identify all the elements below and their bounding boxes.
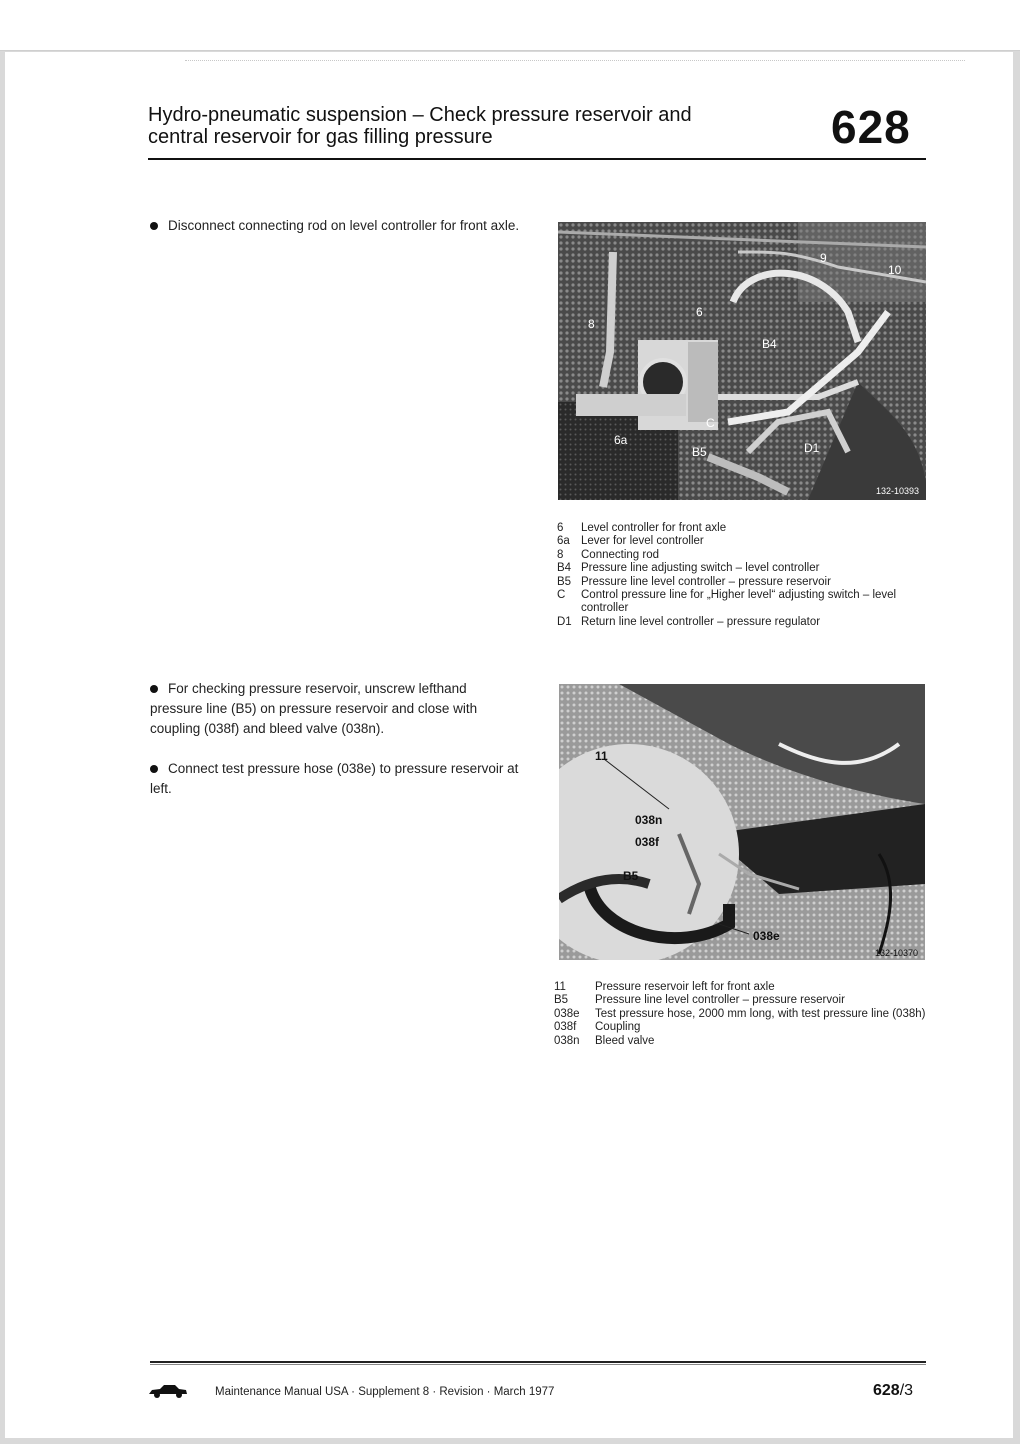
- photo1-callout: 6: [696, 305, 703, 319]
- photo2-callout: 11: [595, 749, 608, 763]
- legend-row: [557, 522, 927, 535]
- photo1-ref: 132-10393: [876, 486, 920, 496]
- legend-text: Pressure line level controller – pressure reservoir: [595, 994, 845, 1007]
- legend-text: Lever for level controller: [581, 535, 704, 548]
- instruction-text: Disconnect connecting rod on level controller for front axle.: [168, 218, 520, 233]
- legend-row: [554, 1035, 925, 1048]
- page-title: [148, 104, 788, 148]
- legend-key: D1: [557, 615, 572, 628]
- legend-row: [554, 1021, 925, 1034]
- legend-key: C: [557, 589, 566, 602]
- legend-key: B5: [557, 575, 572, 588]
- photo1-callout: B4: [762, 337, 777, 351]
- instruction-text: Connect test pressure hose (038e) to pressure reservoir at left.: [150, 761, 519, 796]
- legend-text: Bleed valve: [595, 1034, 655, 1047]
- viewer-toolbar: [0, 0, 1020, 51]
- photo2-callout: 038n: [635, 813, 663, 827]
- legend-text: Return line level controller – pressure regulator: [581, 615, 821, 628]
- legend-row: [557, 535, 927, 548]
- instruction-item: [150, 216, 520, 236]
- photo1-callout: B5: [692, 445, 707, 459]
- legend-text: Test pressure hose, 2000 mm long, with test pressure line (038h): [595, 1007, 926, 1020]
- legend-key: 038n: [554, 1034, 580, 1047]
- photo2-ref: 132-10370: [875, 948, 919, 958]
- legend-row: [557, 589, 927, 616]
- legend-key: 038e: [554, 1007, 580, 1020]
- photo1-callout: 6a: [614, 433, 628, 447]
- photo1-callout: 9: [820, 251, 827, 265]
- header-rule: [148, 158, 926, 160]
- legend-key: 8: [557, 548, 564, 561]
- title-line-2: central reservoir for gas filling pressure: [148, 126, 493, 148]
- scan-artifact-line: [185, 60, 965, 61]
- photo2-callout: 038e: [753, 929, 780, 943]
- document-page: [5, 52, 1013, 1438]
- legend-row: [554, 994, 925, 1007]
- car-logo-icon: [148, 1384, 188, 1398]
- section2-instructions: [150, 679, 520, 819]
- footer-rule-thin: [150, 1364, 926, 1365]
- instruction-item: [150, 759, 520, 799]
- photo-level-controller: [558, 222, 926, 500]
- photo-pressure-reservoir: [559, 684, 925, 960]
- title-line-1: Hydro-pneumatic suspension – Check pressure reservoir and: [148, 104, 692, 126]
- footer-page-number: [873, 1382, 913, 1400]
- legend-key: B4: [557, 562, 572, 575]
- legend-text: Control pressure line for „Higher level“ adjusting switch – level controller: [581, 589, 897, 615]
- footer-page-main: 628: [873, 1382, 900, 1399]
- legend-key: 038f: [554, 1021, 577, 1034]
- footer-publication: Maintenance Manual USA · Supplement 8 · Revision · March 1977: [215, 1386, 555, 1398]
- photo2-callout: 038f: [635, 835, 660, 849]
- legend-text: Pressure line adjusting switch – level controller: [581, 562, 820, 575]
- legend-text: Pressure line level controller – pressure reservoir: [581, 575, 831, 588]
- legend-text: Pressure reservoir left for front axle: [595, 981, 775, 993]
- section1-instructions: [150, 216, 520, 256]
- legend-row: [554, 1008, 925, 1021]
- legend-text: Level controller for front axle: [581, 522, 727, 534]
- legend-row: [557, 616, 927, 629]
- photo2-callout: B5: [623, 869, 639, 883]
- photo1-callout: D1: [804, 441, 820, 455]
- legend-text: Connecting rod: [581, 548, 659, 561]
- instruction-item: [150, 679, 520, 739]
- section2-legend: [554, 981, 926, 1048]
- footer-page-sub: /3: [899, 1382, 914, 1399]
- legend-key: 6: [557, 522, 564, 534]
- model-code: 628: [831, 101, 911, 153]
- legend-row: [557, 562, 927, 575]
- legend-text: Coupling: [595, 1021, 641, 1034]
- footer-rule: [150, 1361, 926, 1363]
- legend-key: B5: [554, 994, 569, 1007]
- bullet-icon: [150, 222, 158, 230]
- legend-row: [557, 549, 927, 562]
- photo1-callout: 8: [588, 317, 595, 331]
- instruction-text: For checking pressure reservoir, unscrew lefthand pressure line (B5) on pressure reservoir and close with coupling (038f) and bleed valve (038n).: [150, 681, 478, 736]
- bullet-icon: [150, 685, 158, 693]
- legend-key: 6a: [557, 535, 570, 548]
- photo1-callout: 10: [888, 263, 902, 277]
- legend-row: [554, 981, 925, 994]
- bullet-icon: [150, 765, 158, 773]
- legend-key: 11: [554, 981, 566, 993]
- section1-legend: [557, 522, 927, 629]
- photo1-callout: C: [706, 416, 715, 430]
- legend-row: [557, 576, 927, 589]
